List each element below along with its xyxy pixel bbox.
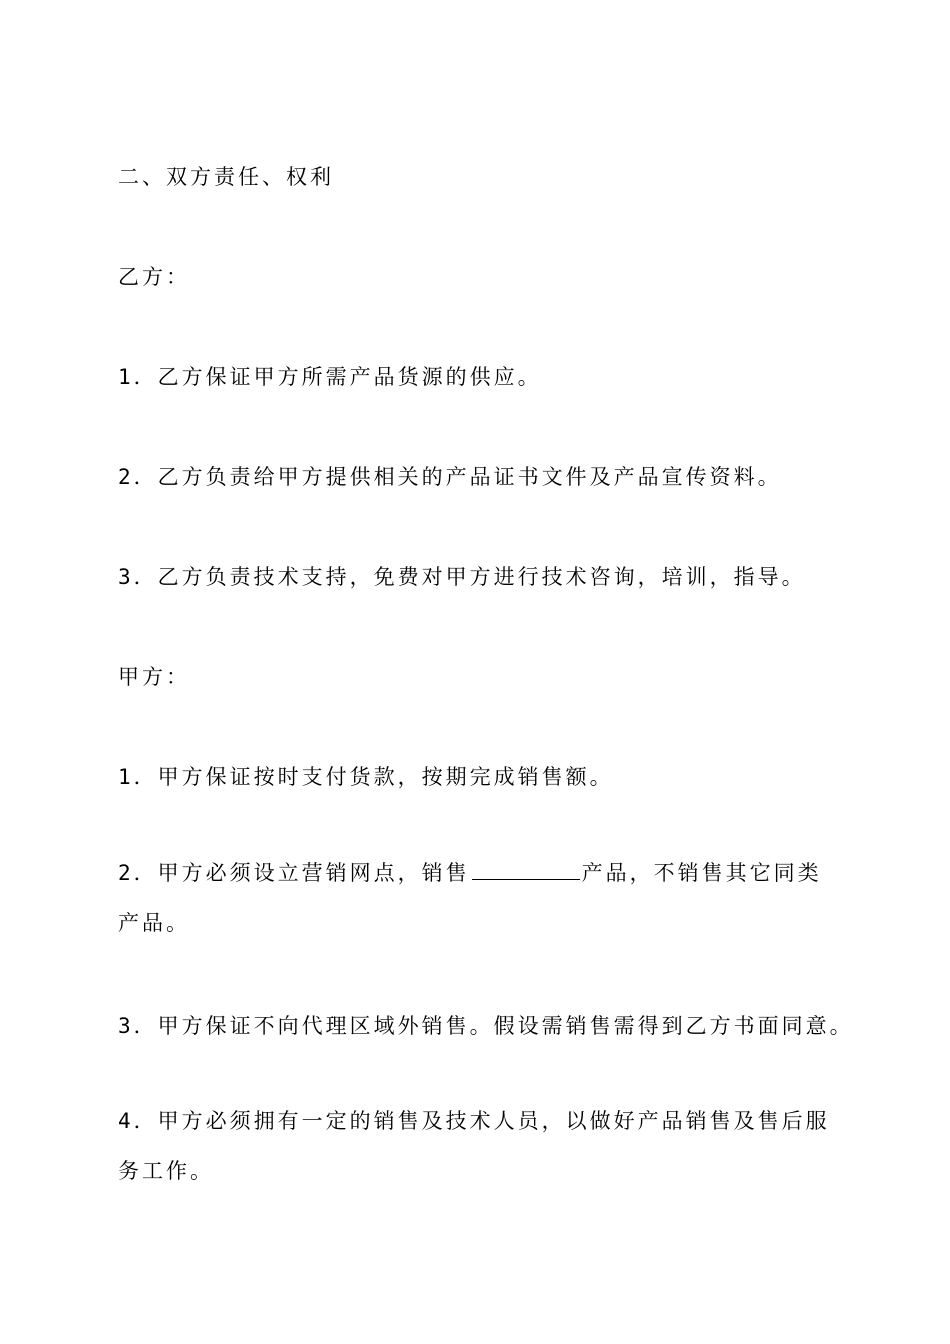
- party-a-item-2-after: 产品，不销售其它同类: [581, 861, 822, 885]
- party-a-item-1: 1．甲方保证按时支付货款，按期完成销售额。: [118, 765, 614, 789]
- party-b-item-2: 2．乙方负责给甲方提供相关的产品证书文件及产品宣传资料。: [118, 465, 782, 489]
- party-a-item-3: 3．甲方保证不向代理区域外销售。假设需销售需得到乙方书面同意。: [118, 1014, 854, 1038]
- party-a-item-4-line-1: 4．甲方必须拥有一定的销售及技术人员，以做好产品销售及售后服: [118, 1109, 830, 1133]
- party-a-item-4-line-2: 务工作。: [118, 1159, 214, 1183]
- fill-in-blank: [472, 861, 580, 880]
- party-a-item-2-continued: 产品。: [118, 911, 190, 935]
- party-b-item-1: 1．乙方保证甲方所需产品货源的供应。: [118, 365, 542, 389]
- party-a-item-2-before: 2．甲方必须设立营销网点，销售: [118, 861, 470, 885]
- section-heading: 二、双方责任、权利: [118, 165, 334, 189]
- party-b-item-3: 3．乙方负责技术支持，免费对甲方进行技术咨询，培训，指导。: [118, 565, 806, 589]
- party-b-label: 乙方：: [118, 265, 190, 289]
- party-a-label: 甲方：: [118, 665, 190, 689]
- party-a-item-2: [118, 858, 822, 888]
